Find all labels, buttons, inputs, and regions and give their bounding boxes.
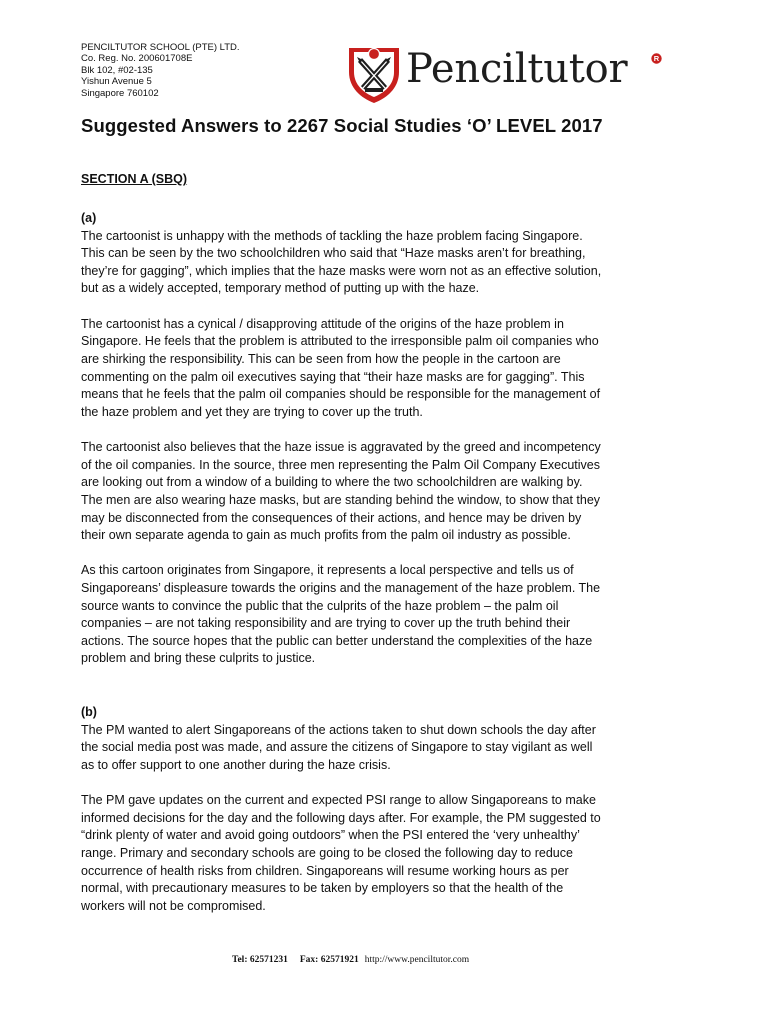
address-line-1: Blk 102, #02-135 — [81, 64, 153, 76]
part-b-paragraph-1: The PM wanted to alert Singaporeans of the actions taken to shut down schools the day after the social media post was made, and assure the citizens of Singapore to stay vigilant as well as to offer support to one another during the haze crisis. — [81, 722, 596, 772]
logo-wordmark: Penciltutor — [406, 46, 628, 92]
answer-content — [81, 210, 696, 915]
part-a-paragraph-3: The cartoonist also believes that the haze issue is aggravated by the greed and incompetency of the oil companies. In the source, three men representing the Palm Oil Company Executives are looking out from a window of a building to where the two schoolchildren are walking by. The men are also wearing haze masks, but are standing behind the window, to show that they may be disconnected from the consequences of their actions, and hence may be driven by their own separate agenda to gain as much profits from the palm oil industry as possible. — [81, 440, 601, 543]
part-a-label: (a) — [81, 211, 97, 225]
part-a-paragraph-4: As this cartoon originates from Singapore, it represents a local perspective and tells us of Singaporeans’ displeasure towards the origins and the management of the haze problem. The source wants to convince the public that the culprits of the haze problem – the palm oil companies – are not taking responsibility and are trying to cover up the truth behind their actions. The source hopes that the public can better understand the complexities of the haze problem and bring these culprits to justice. — [81, 563, 601, 666]
crossed-pencils-crest-icon — [345, 42, 403, 104]
part-b-label: (b) — [81, 705, 97, 720]
address-line-3: Singapore 760102 — [81, 87, 159, 99]
document-title: Suggested Answers to 2267 Social Studies ‘O’ LEVEL 2017 — [81, 115, 603, 136]
address-line-2: Yishun Avenue 5 — [81, 76, 152, 88]
footer-website-link[interactable]: http://www.penciltutor.com — [364, 955, 470, 965]
penciltutor-logo — [345, 42, 663, 104]
part-a-paragraph-1: The cartoonist is unhappy with the methods of tackling the haze problem facing Singapore. This can be seen by the two schoolchildren who said that “Haze masks aren’t for breathing, they’re for gagging”, which implies that the haze masks were worn not as an effective solution, but as a widely accepted, temporary method of putting up with the haze. — [81, 228, 602, 296]
svg-text:R: R — [653, 54, 660, 64]
footer-tel: Tel: 62571231 — [232, 955, 288, 965]
company-name: PENCILTUTOR SCHOOL (PTE) LTD. — [81, 42, 240, 53]
footer-fax: Fax: 62571921 — [299, 955, 359, 965]
page-footer — [232, 955, 469, 965]
part-b-paragraph-2: The PM gave updates on the current and expected PSI range to allow Singaporeans to make informed decisions for the day and the following days after. For example, the PM suggested to “drink plenty of water and avoid going outdoors” when the PSI entered the ‘very unhealthy’ range. Primary and secondary schools are going to be closed the following day to reduce occurrence of health risks from children. Singaporeans will resume working hours as per normal, with precautionary measures to be taken by employers so that the health of the workers will not be compromised. — [81, 793, 601, 913]
company-address — [81, 42, 240, 99]
registered-mark-icon — [651, 53, 662, 64]
section-heading: SECTION A (SBQ) — [81, 172, 188, 186]
company-reg-no: Co. Reg. No. 200601708E — [81, 53, 193, 65]
part-a-paragraph-2: The cartoonist has a cynical / disapproving attitude of the origins of the haze problem in Singapore. He feels that the problem is attributed to the irresponsible palm oil companies who are shirking the responsibility. This can be seen from how the people in the cartoon are commenting on the palm oil executives saying that “their haze masks are for gagging”. This means that he feels that the palm oil companies should be responsible for the management of the haze problem and yet they are trying to cover up the truth. — [81, 316, 601, 419]
